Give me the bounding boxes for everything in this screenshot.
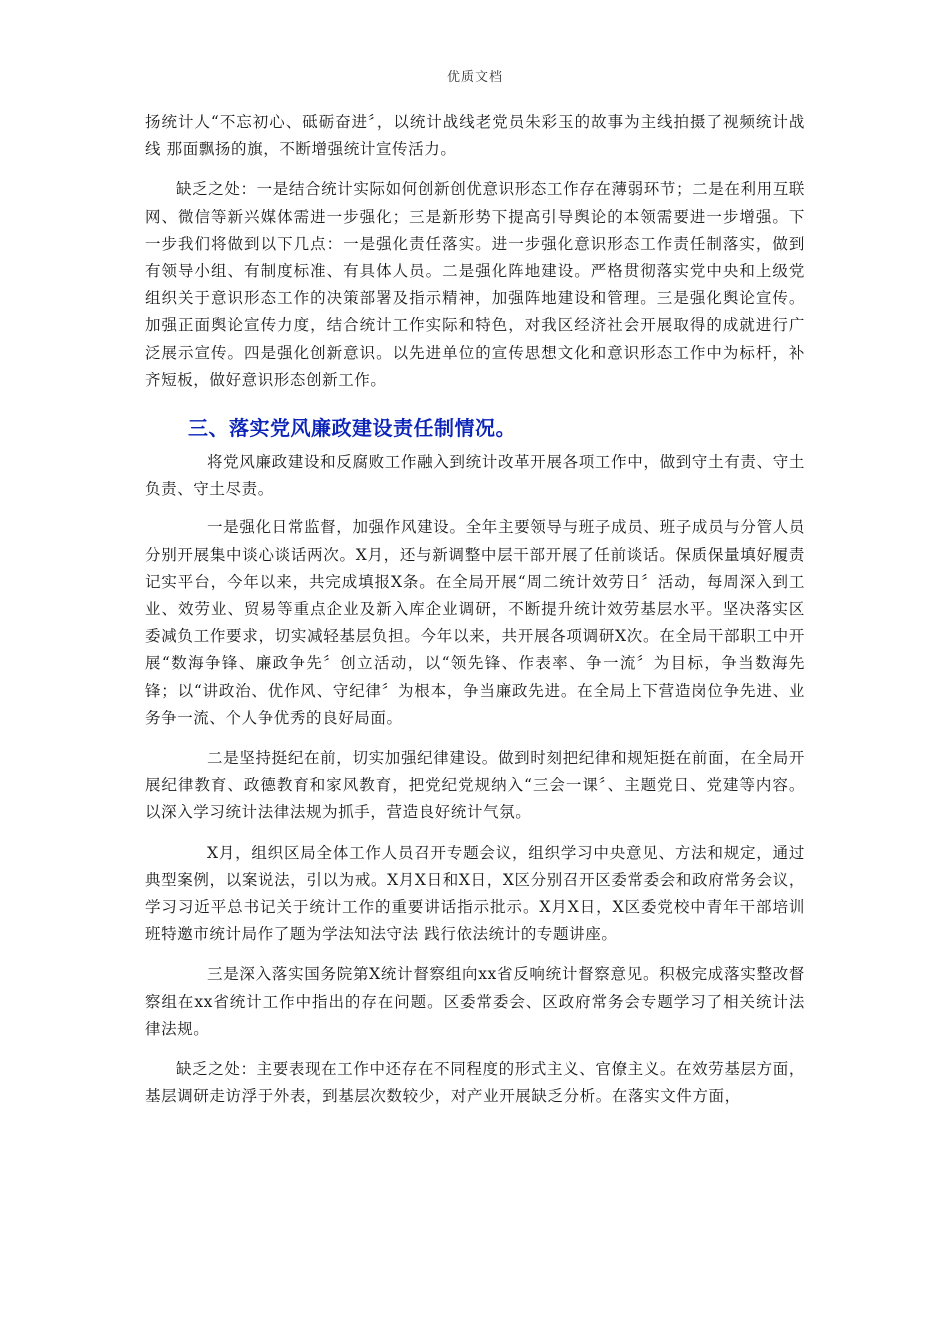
- paragraph-1: 扬统计人“不忘初心、砥砺奋进〞，以统计战线老党员朱彩玉的故事为主线拍摄了视频统计战线 那面飘扬的旗，不断增强统计宣传活力。: [145, 113, 805, 159]
- paragraph-8: 缺乏之处：主要表现在工作中还存在不同程度的形式主义、官僚主义。在效劳基层方面，基层调研走访浮于外表，到基层次数较少，对产业开展缺乏分析。在落实文件方面，: [145, 1060, 805, 1106]
- paragraph-7: 三是深入落实国务院第X统计督察组向xx省反响统计督察意见。积极完成落实整改督察组在xx省统计工作中指出的存在问题。区委常委会、区政府常务会专题学习了相关统计法律法规。: [145, 965, 805, 1038]
- paragraph-2: 缺乏之处：一是结合统计实际如何创新创优意识形态工作存在薄弱环节；二是在利用互联网、微信等新兴媒体需进一步强化；三是新形势下提高引导舆论的本领需要进一步增强。下一步我们将做到以下几点：一是强化责任落实。进一步强化意识形态工作责任制落实，做到有领导小组、有制度标准、有具体人员。二是强化阵地建设。严格贯彻落实党中央和上级党组织关于意识形态工作的决策部署及指示精神，加强阵地建设和管理。三是强化舆论宣传。加强正面舆论宣传力度，结合统计工作实际和特色，对我区经济社会开展取得的成就进行广泛展示宣传。四是强化创新意识。以先进单位的宣传思想文化和意识形态工作中为标杆，补齐短板，做好意识形态创新工作。: [145, 180, 805, 389]
- paragraph-4: 一是强化日常监督，加强作风建设。全年主要领导与班子成员、班子成员与分管人员分别开展集中谈心谈话两次。X月，还与新调整中层干部开展了任前谈话。保质保量填好履责记实平台，今年以来，共完成填报X条。在全局开展“周二统计效劳日〞活动，每周深入到工业、效劳业、贸易等重点企业及新入库企业调研，不断提升统计效劳基层水平。坚决落实区委减负工作要求，切实减轻基层负担。今年以来，共开展各项调研X次。在全局干部职工中开展“数海争锋、廉政争先〞创立活动，以“领先锋、作表率、争一流〞为目标，争当数海先锋；以“讲政治、优作风、守纪律〞为根本，争当廉政先进。在全局上下营造岗位争先进、业务争一流、个人争优秀的良好局面。: [145, 518, 805, 727]
- document-body: [145, 109, 805, 1111]
- paragraph-3: 将党风廉政建设和反腐败工作融入到统计改革开展各项工作中，做到守土有责、守土负责、守土尽责。: [145, 453, 805, 499]
- paragraph-5: 二是坚持挺纪在前，切实加强纪律建设。做到时刻把纪律和规矩挺在前面，在全局开展纪律教育、政德教育和家风教育，把党纪党规纳入“三会一课〞、主题党日、党建等内容。以深入学习统计法律法规为抓手，营造良好统计气氛。: [145, 749, 805, 822]
- paragraph-6: X月，组织区局全体工作人员召开专题会议，组织学习中央意见、方法和规定，通过典型案例，以案说法，引以为戒。X月X日和X日，X区分别召开区委常委会和政府常务会议，学习习近平总书记关于统计工作的重要讲话指示批示。X月X日，X区委党校中青年干部培训班特邀市统计局作了题为学法知法守法 践行依法统计的专题讲座。: [145, 843, 805, 944]
- section-heading: 三、落实党风廉政建设责任制情况。: [188, 416, 516, 441]
- page-header: 优质文档: [446, 70, 503, 85]
